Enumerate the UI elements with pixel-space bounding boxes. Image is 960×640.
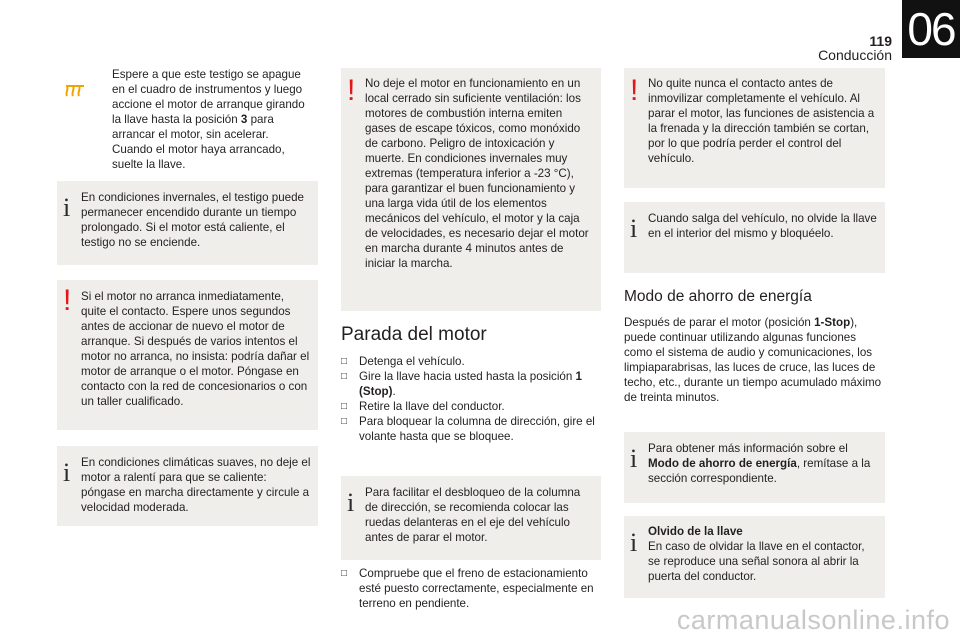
step-icon: □ (341, 401, 348, 412)
info-icon: i (347, 488, 355, 517)
section-title-stop: Parada del motor (341, 324, 487, 345)
info-box-mild (57, 446, 318, 526)
list-item: □ Gire la llave hacia usted hasta la posición 1 (Stop). (341, 370, 582, 398)
info-box-key (624, 202, 885, 273)
list-item: □ Retire la llave del conductor. (341, 400, 505, 413)
step-icon: □ (341, 356, 348, 367)
list-item: □ Detenga el vehículo. (341, 355, 465, 368)
preheat-lamp-icon (64, 84, 86, 98)
info-icon: i (63, 458, 71, 487)
warning-icon: ! (63, 284, 72, 317)
stop-steps-list-2 (341, 566, 596, 611)
info-key-text: Cuando salga del vehículo, no olvide la llave en el interior del mismo y bloquéelo. (648, 212, 877, 240)
warning-box-engine (341, 68, 601, 311)
warning-engine-text: No deje el motor en funcionamiento en un local cerrado sin suficiente ventilación: los motores de combustión interna emiten gases de escape tóxicos, como monóxido de carbono. Peligro de intoxicación y muerte. En condiciones invernales muy extremas (temperatura inferior a -23 °C), para garantizar el buen funcionamiento y una larga vida útil de los elementos mecánicos del vehículo, el motor y la caja de velocidades, es necesario dejar el motor en marcha durante 4 minutos antes de iniciar la marcha. (365, 77, 589, 270)
info-box-forgot-key (624, 516, 885, 598)
info-icon: i (630, 528, 638, 557)
info-box-unlock (341, 476, 601, 560)
warning-box-contact (624, 68, 885, 188)
eco-description: Después de parar el motor (posición 1-Stop), puede continuar utilizando algunas funciones como el sistema de audio y comunicaciones, los limpiaparabrisas, las luces de cruce, las luces de techo, etc., durante un tiempo acumulado máximo de treinta minutos. (624, 316, 882, 404)
info-icon: i (630, 214, 638, 243)
chapter-title: Conducción (818, 47, 892, 63)
info-forgot-key-text: Olvido de la llave En caso de olvidar la llave en el contactor, se reproduce una señal sonora al abrir la puerta del conductor. (648, 525, 865, 583)
warning-icon: ! (630, 74, 639, 107)
warning-contact-text: No quite nunca el contacto antes de inmovilizar completamente el vehículo. Al parar el motor, las funciones de asistencia a la frenada y la dirección también se cortan, por lo que podría perder el control del vehículo. (648, 77, 875, 165)
info-icon: i (63, 193, 71, 222)
warning-icon: ! (347, 74, 356, 107)
list-item: □ Para bloquear la columna de dirección, gire el volante hasta que se bloquee. (341, 415, 595, 443)
step-icon: □ (341, 371, 348, 382)
page-number: 119 (869, 33, 892, 49)
preheat-instructions: Espere a que este testigo se apague en el cuadro de instrumentos y luego accione el motor de arranque girando la llave hasta la posición 3 para arrancar el motor, sin acelerar. Cuando el motor haya arrancado, suelte la llave. (112, 68, 305, 171)
list-item: □ Compruebe que el freno de estacionamiento esté puesto correctamente, especialmente en terreno en pendiente. (341, 567, 594, 610)
info-mild-text: En condiciones climáticas suaves, no deje el motor a ralentí para que se caliente: póngase en marcha directamente y circule a velocidad moderada. (81, 456, 311, 514)
info-winter-text: En condiciones invernales, el testigo puede permanecer encendido durante un tiempo prolongado. Si el motor está caliente, el testigo no se enciende. (81, 191, 305, 249)
info-eco-more-text: Para obtener más información sobre el Modo de ahorro de energía, remítase a la sección correspondiente. (648, 442, 871, 485)
warning-box-start (57, 280, 318, 430)
info-unlock-text: Para facilitar el desbloqueo de la columna de dirección, se recomienda colocar las ruedas delanteras en el eje del vehículo antes de parar el motor. (365, 486, 581, 544)
info-box-eco-more (624, 432, 885, 503)
stop-steps-list (341, 354, 596, 444)
info-icon: i (630, 444, 638, 473)
info-box-winter (57, 181, 318, 265)
watermark: carmanualsonline.info (676, 605, 950, 635)
step-icon: □ (341, 416, 348, 427)
section-title-eco: Modo de ahorro de energía (624, 288, 812, 305)
chapter-tab: 06 (902, 0, 960, 58)
step-icon: □ (341, 568, 348, 579)
warning-start-text: Si el motor no arranca inmediatamente, quite el contacto. Espere unos segundos antes de accionar de nuevo el motor de arranque. Si después de varios intentos el motor no arranca, no insista: podría dañar el motor de arranque o el motor. Póngase en contacto con la red de concesionarios o con un taller cualificado. (81, 290, 310, 408)
